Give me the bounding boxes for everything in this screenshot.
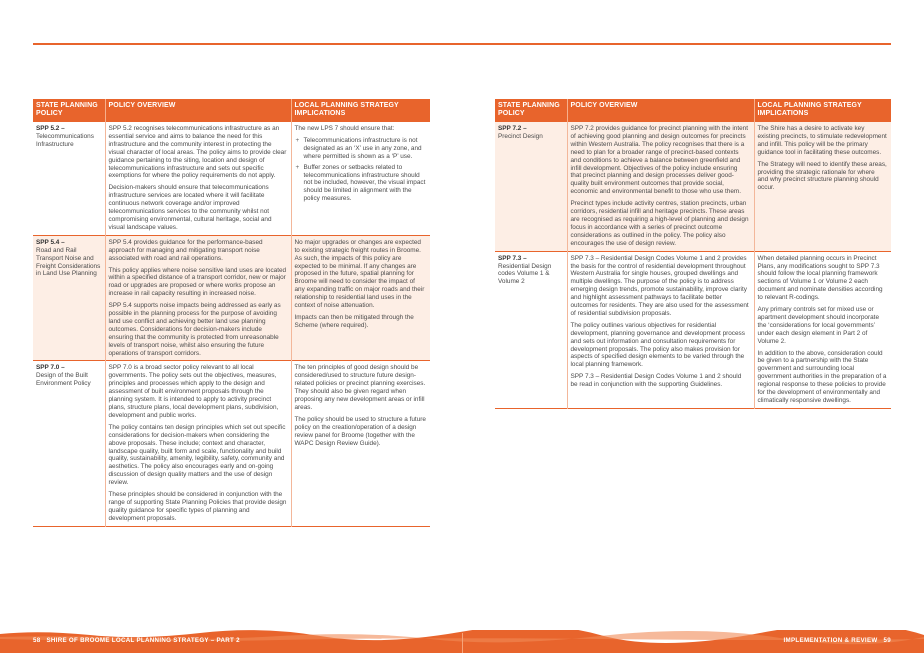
overview-paragraph: The policy contains ten design principles which set out specific considerations for decision-makers when considering the above proposals. These include; context and character, landscape quality, built form and scale, functionality and build quality, sustainability, amenity, legibility, safety, community and aesthetics. The policy also encourages early and on-going discussion of design quality matters and the use of design review. [108,423,286,487]
header-state-planning-policy: STATE PLANNING POLICY [495,99,567,122]
overview-paragraph: These principles should be considered in conjunction with the range of supporting State Planning Policies that provide design quality guidance for specific types of planning and development proposals. [108,491,287,522]
implications-paragraph: The ten principles of good design should be considered/used to structure future design-related policies or precinct planning exercises. They should also be given regard when proposing any new development areas or infill areas. [294,364,426,411]
implications-paragraph: Impacts can then be mitigated through the Scheme (where required). [294,313,414,329]
policy-code: SPP 5.4 [36,238,60,246]
policy-name: Residential Design codes Volume 1 & Volume 2 [498,262,552,286]
overview-paragraph: SPP 7.3 – Residential Design Codes Volume 1 and 2 provides the basis for the control of residential development throughout Western Australia for single houses, grouped dwellings and multiple dwellings. The purpose of the policy is to address emerging design trends, promote sustainability, improve clarity and highlight assessment pathways to facilitate better outcomes for residents. They are also used for the assessment of residential subdivision proposals. [570,254,749,317]
overview-cell [567,251,754,408]
header-policy-overview: POLICY OVERVIEW [105,99,291,122]
footer-left [33,637,240,644]
implications-paragraph: In addition to the above, consideration could be given to a partnership with the State government and surrounding local government authorities in the preparation of a regional response to these policies to provide for the development of environmentally and climatically responsive dwellings. [757,349,887,404]
policy-name: Telecommunications Infrastructure [36,132,94,148]
overview-cell [105,122,291,236]
overview-paragraph: SPP 7.2 provides guidance for precinct planning with the intent of achieving good planning and design outcomes for precincts within Western Australia. The policy recognises that there is a need to plan for a broader range of precinct-based contexts and conditions to achieve a balance between greenfield and infill development. Objectives of the policy include ensuring that precinct planning and design processes deliver good-quality built environment outcomes that provide social, economic and environmental benefit to those who use them. [570,125,749,196]
implications-paragraph: The Shire has a desire to activate key existing precincts, to stimulate redevelopment and infill. This policy will be the primary guidance tool in facilitating these outcomes. [757,125,887,156]
policy-table-left [33,99,430,527]
policy-name: Road and Rail Transport Noise and Freight Considerations in Land Use Planning [36,246,101,278]
footer-right-title: IMPLEMENTATION & REVIEW [783,637,878,644]
page-number-left: 58 [33,637,41,644]
policy-code: SPP 7.0 [36,364,60,372]
policy-name: Precinct Design [498,132,543,140]
overview-paragraph: SPP 7.0 is a broad sector policy relevant to all local governments. The policy sets out the objectives, measures, principles and processes which apply to the design and assessment of built environment proposals through the planning system. It is intended to apply to activity precinct plans, structure plans, local development plans, subdivision, development and public works. [108,364,279,419]
implications-bullet: + Buffer zones or setbacks related to telecommunications infrastructure should not be included, however, the visual impact should be limited in alignment with the policy measures. [304,164,427,204]
overview-cell [105,361,291,526]
policy-cell: SPP 7.2 – Precinct Design [495,122,567,252]
policy-cell: SPP 5.2 – Telecommunications Infrastructure [33,122,105,236]
footer-divider [462,633,463,653]
policy-cell: SPP 5.4 – Road and Rail Transport Noise and Freight Considerations in Land Use Planning [33,235,105,361]
policy-table-right [495,99,891,409]
policy-name: Design of the Built Environment Policy [36,372,91,388]
overview-cell [567,122,754,252]
implications-cell [291,235,430,361]
policy-code: SPP 7.3 [498,254,522,262]
overview-paragraph: SPP 7.3 – Residential Design Codes Volume 1 and 2 should be read in conjunction with the supporting Guidelines. [570,373,742,389]
header-policy-overview: POLICY OVERVIEW [567,99,754,122]
header-lps-implications: LOCAL PLANNING STRATEGY IMPLICATIONS [291,99,430,122]
implications-cell [754,251,891,408]
implications-paragraph: The policy should be used to structure a future policy on the creation/operation of a design review panel for Broome (together with the WAPC Design Review Guide). [294,415,426,447]
policy-code: SPP 5.2 [36,125,60,132]
overview-paragraph: This policy applies where noise sensitive land uses are located within a specified distance of a transport corridor, new or major road or upgrades are proposed or where works propose an increase in rail capacity resulting in increased noise. [108,266,287,298]
header-lps-implications: LOCAL PLANNING STRATEGY IMPLICATIONS [754,99,891,122]
overview-paragraph: The policy outlines various objectives for residential development, planning governance and development process and sets out information and consultation requirements for development proposals. The policy also makes provision for aspects of specified design elements to be varied through the local planning framework. [570,321,745,369]
top-rule [33,43,891,45]
implications-cell [291,361,430,526]
policy-cell: SPP 7.3 – Residential Design codes Volume 1 & Volume 2 [495,251,567,408]
overview-paragraph: Precinct types include activity centres, station precincts, urban corridors, residential infill and heritage precincts. These areas are recognised as requiring a high-level of planning and design focus in accordance with a series of precinct outcome considerations as outlined in the policy. The policy also encourages the use of design review. [570,200,749,247]
implications-paragraph: No major upgrades or changes are expected to existing strategic freight routes in Broome. As such, the impacts of this policy are expected to be minimal. If any changes are proposed in the future, spatial planning for Broome will need to consider the impact of any expanding traffic on major roads and their relationship to residential land uses in the context of noise attenuation. [294,238,425,310]
footer-left-title: SHIRE OF BROOME LOCAL PLANNING STRATEGY – PART 2 [46,637,240,644]
footer-right [784,637,891,644]
overview-cell [105,235,291,361]
table-row [495,251,891,408]
implications-intro: The new LPS 7 should ensure that: [294,125,395,132]
table-header-row [495,99,891,122]
implications-paragraph: When detailed planning occurs in Precinct Plans, any modifications sought to SPP 7.3 should follow the local planning framework sections of Volume 1 or Volume 2 each document and nominate densities according to relevant R-codings. [757,254,883,302]
table-header-row [33,99,430,122]
implications-paragraph: Any primary controls set for mixed use or apartment development should incorporate the ‘considerations for local governments’ under each design element in Part 2 of Volume 2. [757,306,879,345]
implications-cell [754,122,891,252]
table-row [33,122,430,236]
overview-paragraph: SPP 5.2 recognises telecommunications infrastructure as an essential service and aims to balance the need for this infrastructure and the community interest in protecting the visual character of local areas. The policy aims to provide clear guidance pertaining to the siting, location and design of telecommunications infrastructure and sets out specific exemptions for where the policy requirements do not apply. [108,125,287,180]
overview-paragraph: SPP 5.4 provides guidance for the performance-based approach for managing and mitigating transport noise associated with road and rail operations. [108,238,263,262]
table-row [33,235,430,361]
table-row [495,122,891,252]
policy-code: SPP 7.2 [498,125,522,132]
implications-paragraph: The Strategy will need to identify these areas, providing the strategic rationale for where and why precinct structure planning should occur. [757,160,887,192]
page-number-right: 59 [883,637,891,644]
implications-cell [291,122,430,236]
implications-list [295,137,427,203]
implications-bullet: + Telecommunications infrastructure is not designated as an ‘X’ use in any zone, and where permitted is shown as a ‘P’ use. [304,137,427,161]
table-row [33,361,430,526]
overview-paragraph: Decision-makers should ensure that telecommunications infrastructure services are located where it will facilitate continuous network coverage and/or improved telecommunications services to the community whilst not compromising environmental, cultural heritage, social and visual landscape values. [108,184,272,231]
policy-cell: SPP 7.0 – Design of the Built Environment Policy [33,361,105,526]
overview-paragraph: SPP 5.4 supports noise impacts being addressed as early as possible in the planning process for the purpose of avoiding land use conflict and achieving better land use planning outcomes. Considerations for decision-makers include ensuring that the community is protected from unreasonable levels of transport noise, whilst also ensuring the future operations of transport corridors. [108,302,281,357]
header-state-planning-policy: STATE PLANNING POLICY [33,99,105,122]
